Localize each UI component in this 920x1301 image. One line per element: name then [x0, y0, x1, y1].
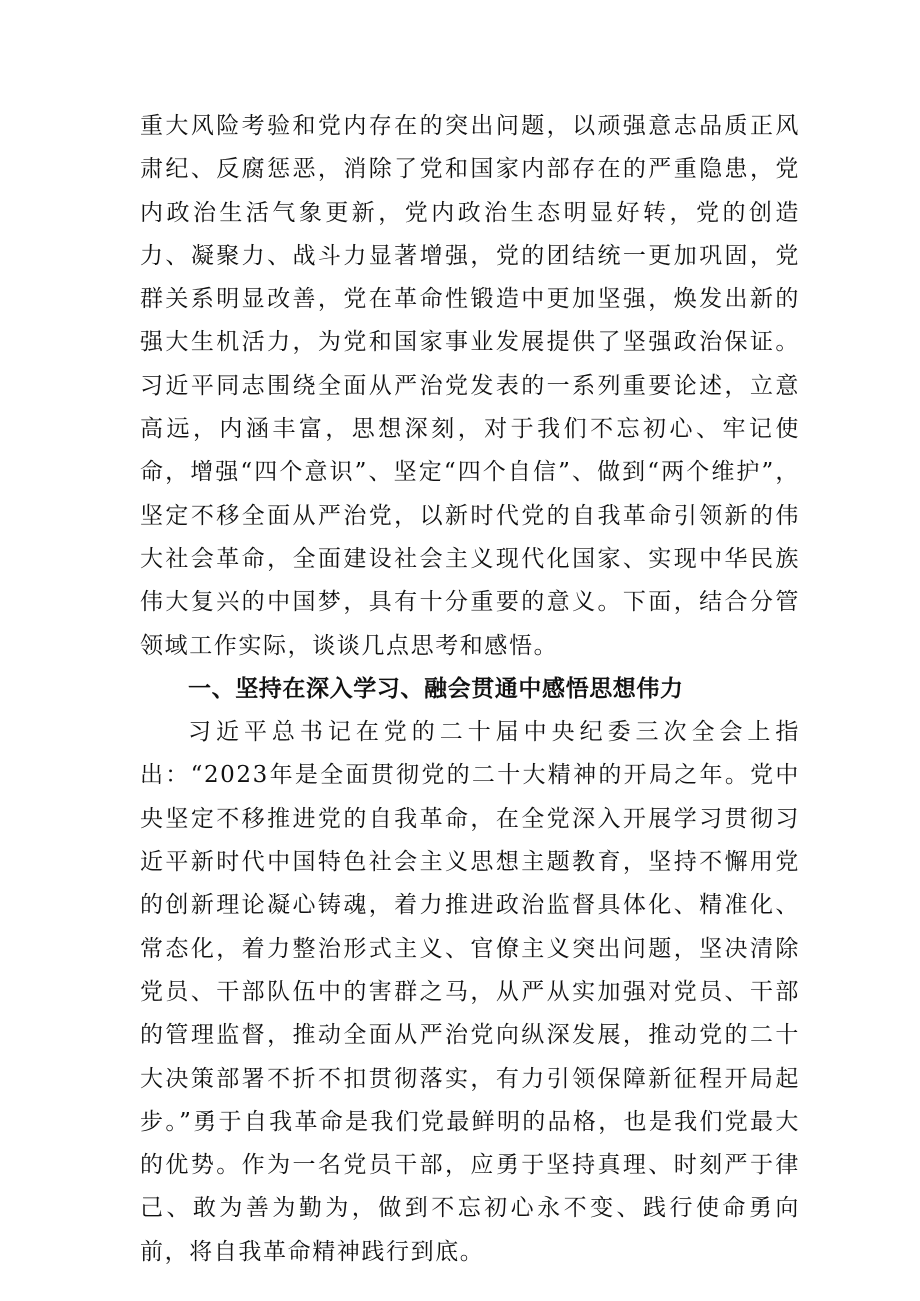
section-heading: 一、坚持在深入学习、融会贯通中感悟思想伟力: [188, 675, 684, 702]
document-body: [140, 105, 800, 1274]
paragraph-continued: 重大风险考验和党内存在的突出问题，以顽强意志品质正风肃纪、反腐惩恶，消除了党和国家内部存在的严重隐患，党内政治生活气象更新，党内政治生态明显好转，党的创造力、凝聚力、战斗力显著增强，党的团结统一更加巩固，党群关系明显改善，党在革命性锻造中更加坚强，焕发出新的强大生机活力，为党和国家事业发展提供了坚强政治保证。习近平同志围绕全面从严治党发表的一系列重要论述，立意高远，内涵丰富，思想深刻，对于我们不忘初心、牢记使命，增强“四个意识”、坚定“四个自信”、做到“两个维护”，坚定不移全面从严治党，以新时代党的自我革命引领新的伟大社会革命，全面建设社会主义现代化国家、实现中华民族伟大复兴的中国梦，具有十分重要的意义。下面，结合分管领域工作实际，谈谈几点思考和感悟。: [140, 113, 800, 659]
paragraph-quote: 习近平总书记在党的二十届中央纪委三次全会上指出：“2023年是全面贯彻党的二十大精神的开局之年。党中央坚定不移推进党的自我革命，在全党深入开展学习贯彻习近平新时代中国特色社会主义思想主题教育，坚持不懈用党的创新理论凝心铸魂，着力推进政治监督具体化、精准化、常态化，着力整治形式主义、官僚主义突出问题，坚决清除党员、干部队伍中的害群之马，从严从实加强对党员、干部的管理监督，推动全面从严治党向纵深发展，推动党的二十大决策部署不折不扣贯彻落实，有力引领保障新征程开局起步。”勇于自我革命是我们党最鲜明的品格，也是我们党最大的优势。作为一名党员干部，应勇于坚持真理、时刻严于律己、敢为善为勤为，做到不忘初心永不变、践行使命勇向前，将自我革命精神践行到底。: [140, 719, 800, 1265]
